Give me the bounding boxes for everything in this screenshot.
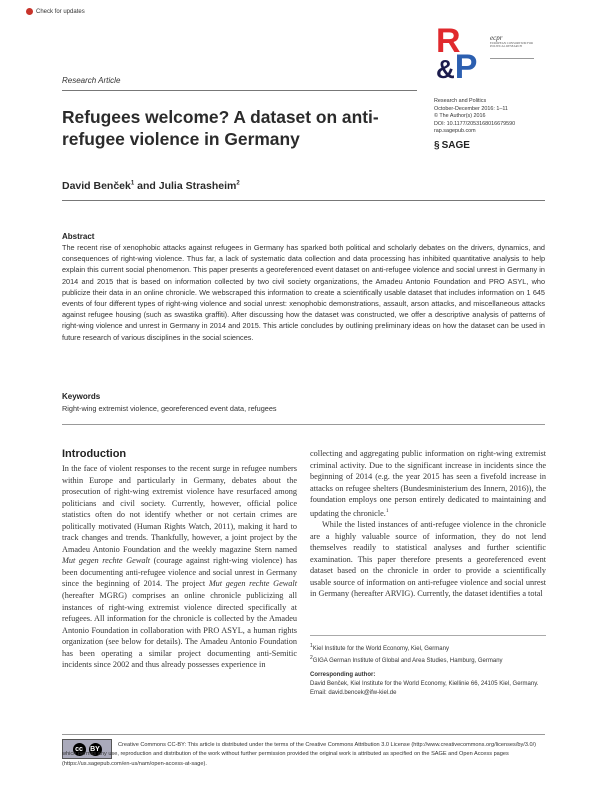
author-1[interactable]: David Benček xyxy=(62,180,131,192)
corresponding-heading: Corresponding author: xyxy=(310,671,376,678)
corresponding-email[interactable]: Email: david.bencek@ifw-kiel.de xyxy=(310,689,397,696)
sage-logo: § SAGE xyxy=(434,140,470,151)
intro-column-right xyxy=(310,448,546,600)
intro-paragraph-1-cont: collecting and aggregating public information on right-wing extremist criminal activity. Due to the significant increase in incidents since the beginning of 2014 (e.g. the year 2015 has seen a fivefold increase in attacks on refugee shelters (Bundesministerium des Innern, 2016)), the foundation employs one person entirely dedicated to maintaining and updating the chronicle.$^1$ xyxy=(310,449,546,518)
article-type: Research Article xyxy=(62,76,121,85)
by-icon: BY xyxy=(89,743,102,756)
license-text: Creative Commons CC-BY: This article is distributed under the terms of the Creative Commons Attribution 3.0 License (http://www.creativecommons.org/licenses/by/3.0/) which permits any use, reproduction and distribution of the work without further permission provided the original work is attributed as specified on the SAGE and Open Access pages (https://us.sagepub.com/en-us/nam/open-access-at-sage). xyxy=(62,742,537,767)
intro-paragraph-1: In the face of violent responses to the recent surge in refugee numbers within Europe and particularly in Germany, debates about the prosecution of right-wing extremist violence have resurfaced among politicians and civil society. Currently, however, official police statistics often do not identify whether or not certain crimes are politically motivated (Human Rights Watch, 2011), making it hard to track changes and trends. Thankfully, however, a joint project by the Amadeu Antonio Foundation and the weekly magazine Stern named Mut gegen rechte Gewalt (courage against right-wing violence) has been documenting anti-refugee violence and social unrest in Germany since the beginning of 2014. The project Mut gegen rechte Gewalt (hereafter MGRG) comprises an online chronicle publicizing all instances of right-wing extremist violence directed specifically at refugees. All information for the chronicle is collected by the Amadeu Antonio Foundation in collaboration with PRO ASYL, a human rights organization (see below for details). The Amadeu Antonio Foundation has been operating a similar project documenting anti-Semitic incidents since 2002 and thus already possesses experience in xyxy=(62,464,297,670)
footnotes xyxy=(310,642,546,698)
keywords-text: Right-wing extremist violence, georeferenced event data, refugees xyxy=(62,404,277,413)
logo-r: R xyxy=(436,22,461,60)
author-list: David Benček$^1$ and Julia Strasheim$^2$ xyxy=(62,180,240,192)
journal-copyright: © The Author(s) 2016 xyxy=(434,113,486,120)
logo-amp: & xyxy=(436,54,455,84)
cc-icon: cc xyxy=(73,743,86,756)
article-title: Refugees welcome? A dataset on anti-refugee violence in Germany xyxy=(62,107,379,149)
journal-issue: October-December 2016: 1–11 xyxy=(434,105,508,112)
abstract-text: The recent rise of xenophobic attacks against refugees in Germany has sparked both political and scholarly debates on the drivers, dynamics, and consequences of right-wing violence. Thus far, a lack of systematic data collection and data processing has inhibited quantitative analysis to help explain this current social phenomenon. This paper presents a georeferenced event dataset on anti-refugee violence and social unrest in Germany in 2014 and 2015 that is based on information collected by two civil society organizations, the Amadeu Antonio Foundation and PRO ASYL, who publicize their data in an online chronicle. We webscraped this information to create a scientifically usable dataset that includes information on 1 645 events of four different types of right-wing violence and social unrest: xenophobic demonstrations, assault, arson attacks, and miscellaneous attacks against refugee housing (such as swastika graffiti). After discussing how the dataset was constructed, we offer a descriptive analysis of patterns of right-wing violence and unrest in Germany in 2014 and 2015. This article concludes by outlining preliminary ideas on how the dataset can be used in future research of various disciplines in the social sciences. xyxy=(62,243,545,342)
introduction-heading: Introduction xyxy=(62,448,127,460)
check-for-updates-link[interactable] xyxy=(26,8,85,15)
affiliation-1: $^1$Kiel Institute for the World Economy, Kiel, Germany xyxy=(310,643,449,652)
keywords-divider xyxy=(62,424,545,425)
affiliation-2: $^2$GIGA German Institute of Global and Area Studies, Hamburg, Germany xyxy=(310,654,503,664)
intro-paragraph-2: While the listed instances of anti-refugee violence in the chronicle are a highly valuable source of information, they do not lend themselves readily to statistical analyses and further scientific examination. This paper therefore presents a georeferenced event dataset based on the chronicle in order to provide a scientifically usable source of information on anti-refugee violence and social unrest in Germany (hereafter ARVIG). Currently, the dataset identifies a total xyxy=(310,520,546,599)
corresponding-address: David Benček, Kiel Institute for the World Economy, Kiellinie 66, 24105 Kiel, Germany. xyxy=(310,680,539,687)
abstract-heading: Abstract xyxy=(62,232,95,241)
top-divider xyxy=(62,90,417,91)
check-updates-icon xyxy=(26,8,33,15)
journal-name: Research and Politics xyxy=(434,98,487,104)
logo-p: P xyxy=(454,48,478,86)
license-divider xyxy=(62,734,545,735)
sage-s-icon: § xyxy=(434,140,440,151)
journal-info xyxy=(434,98,574,136)
check-updates-label: Check for updates xyxy=(36,8,85,15)
journal-doi[interactable]: DOI: 10.1177/2053168016679590 xyxy=(434,120,516,127)
footnote-divider xyxy=(310,635,546,636)
keywords-heading: Keywords xyxy=(62,392,101,401)
ecpr-logo: ecpr EUROPEAN CONSORTIUM FOR POLITICAL RESEARCH xyxy=(490,34,534,59)
author-2[interactable]: Julia Strasheim xyxy=(158,180,237,192)
author-divider xyxy=(62,200,545,201)
intro-column-left xyxy=(62,463,297,671)
journal-site[interactable]: rap.sagepub.com xyxy=(434,128,476,135)
journal-logo xyxy=(436,22,486,86)
